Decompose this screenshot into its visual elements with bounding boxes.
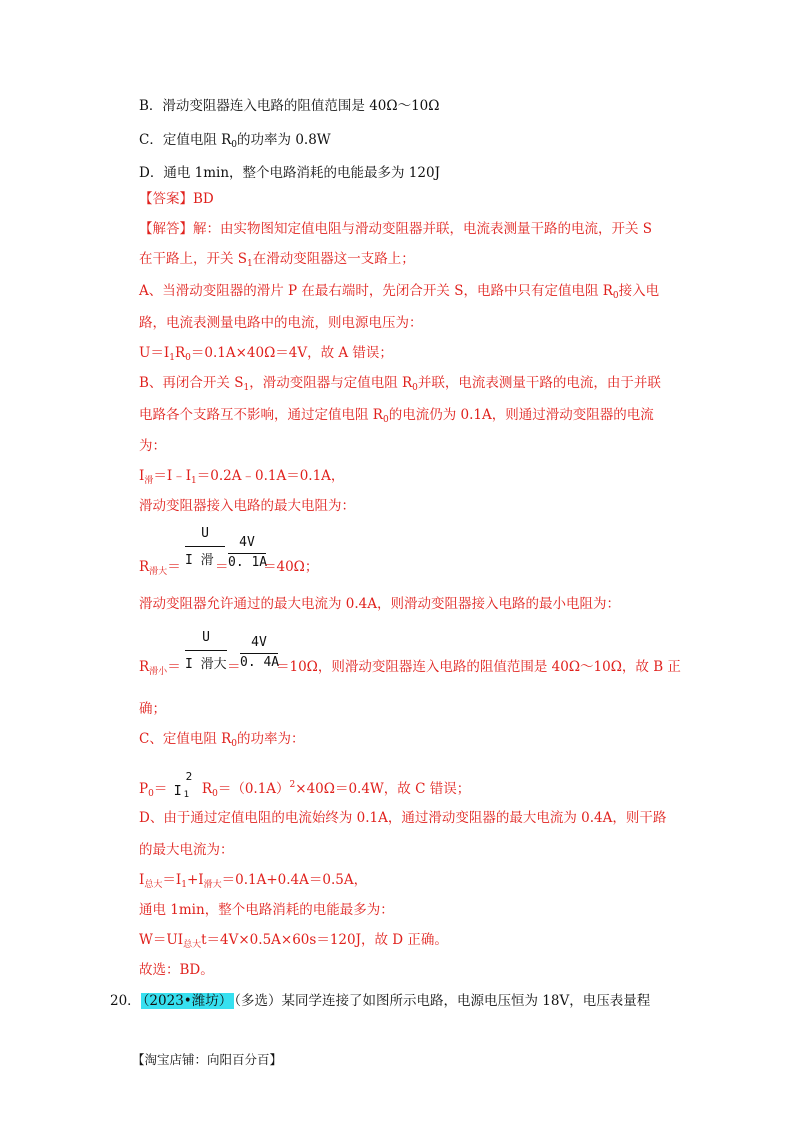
formula-r-min-lhs: $R_{滑小}=$ [139, 659, 181, 677]
analysis-b-1: B、再闭合开关 $S_1$，滑动变阻器与定值电阻 $R_0$并联，电流表测量干路的电流，由于并联 [139, 375, 661, 393]
analysis-b-5: 滑动变阻器接入电路的最大电阻为： [139, 498, 355, 514]
analysis-d-1: D、由于通过定值电阻的电流始终为 0.1A，通过滑动变阻器的最大电流为 0.4A，则干路 [139, 810, 667, 826]
analysis-d-3: $I_{总大}=I_1+I_{滑大}=0.1A+0.4A=0.5A$， [139, 872, 368, 890]
analysis-b-6: 滑动变阻器允许通过的最大电流为 0.4A，则滑动变阻器接入电路的最小电阻为： [139, 596, 621, 612]
formula-r-max-lhs: $R_{滑大}=$ [139, 559, 181, 577]
answer-line: 【答案】BD [139, 191, 214, 207]
formula-r-max-result: ＝40Ω； [263, 559, 319, 575]
option-c: C．定值电阻 $R_0$的功率为 0.8W [139, 132, 331, 150]
formula-r-min-result: ＝10Ω，则滑动变阻器连入电路的阻值范围是 40Ω～10Ω，故 B 正 [276, 659, 681, 675]
formula-eq-sign-1: ＝ [215, 559, 229, 575]
choice-line: 故选：BD。 [139, 962, 214, 978]
analysis-line-2: 在干路上，开关 $S_1$在滑动变阻器这一支路上； [139, 251, 415, 269]
analysis-b-3: 为： [139, 438, 166, 454]
analysis-d-4: 通电 1min，整个电路消耗的电能最多为： [139, 902, 394, 918]
formula-eq-sign-2: ＝ [227, 659, 241, 675]
analysis-b-7: 确； [139, 701, 166, 717]
analysis-d-5: $W=UI_{总大}t=4V\times 0.5A\times 60s=120J$，故 D 正确。 [139, 932, 448, 950]
fraction-4v-over-04a: 4V 0. 4A [240, 635, 280, 670]
analysis-a-3: $U=I_1R_0=0.1A\times 40\Omega=4V$，故 A 错误； [139, 345, 393, 363]
fraction-u-over-i-slide-max: U I 滑大 [185, 630, 227, 672]
question-text: （多选）某同学连接了如图所示电路，电源电压恒为 18V，电压表量程 [234, 993, 651, 1009]
analysis-line-1: 【解答】解：由实物图知定值电阻与滑动变阻器并联，电流表测量干路的电流，开关 S [139, 221, 653, 237]
analysis-d-2: 的最大电流为： [139, 842, 234, 858]
footer-shop-name: 【淘宝店铺：向阳百分百】 [132, 1052, 283, 1067]
analysis-a-1: A、当滑动变阻器的滑片 P 在最右端时，先闭合开关 S，电路中只有定值电阻 $R_0$接入电 [139, 283, 660, 301]
option-b: B．滑动变阻器连入电路的阻值范围是 40Ω～10Ω [139, 98, 440, 114]
option-d: D．通电 1min，整个电路消耗的电能最多为 120J [139, 165, 440, 181]
source-tag: （2023•潍坊） [142, 993, 233, 1009]
analysis-b-2: 电路各个支路互不影响，通过定值电阻 $R_0$的电流仍为 0.1A，则通过滑动变阻器的电流 [139, 407, 654, 425]
question-number: 20． [110, 993, 141, 1009]
fraction-u-over-i-slide: U I 滑 [185, 524, 225, 574]
analysis-c-2: $P_0=$ I 1 2 $R_0=(0.1A)^2\times 40\Omega=0.4W$，故 C 错误； [139, 770, 471, 800]
analysis-a-2: 路，电流表测量电路中的电流，则电源电压为： [139, 315, 423, 331]
analysis-b-4: $I_滑=I﹣I_1=0.2A﹣0.1A=0.1A$， [139, 468, 345, 486]
question-20 [110, 991, 650, 1011]
fraction-4v-over-01a: 4V 0. 1A [228, 535, 268, 570]
analysis-c-1: C、定值电阻 $R_0$的功率为： [139, 731, 305, 749]
